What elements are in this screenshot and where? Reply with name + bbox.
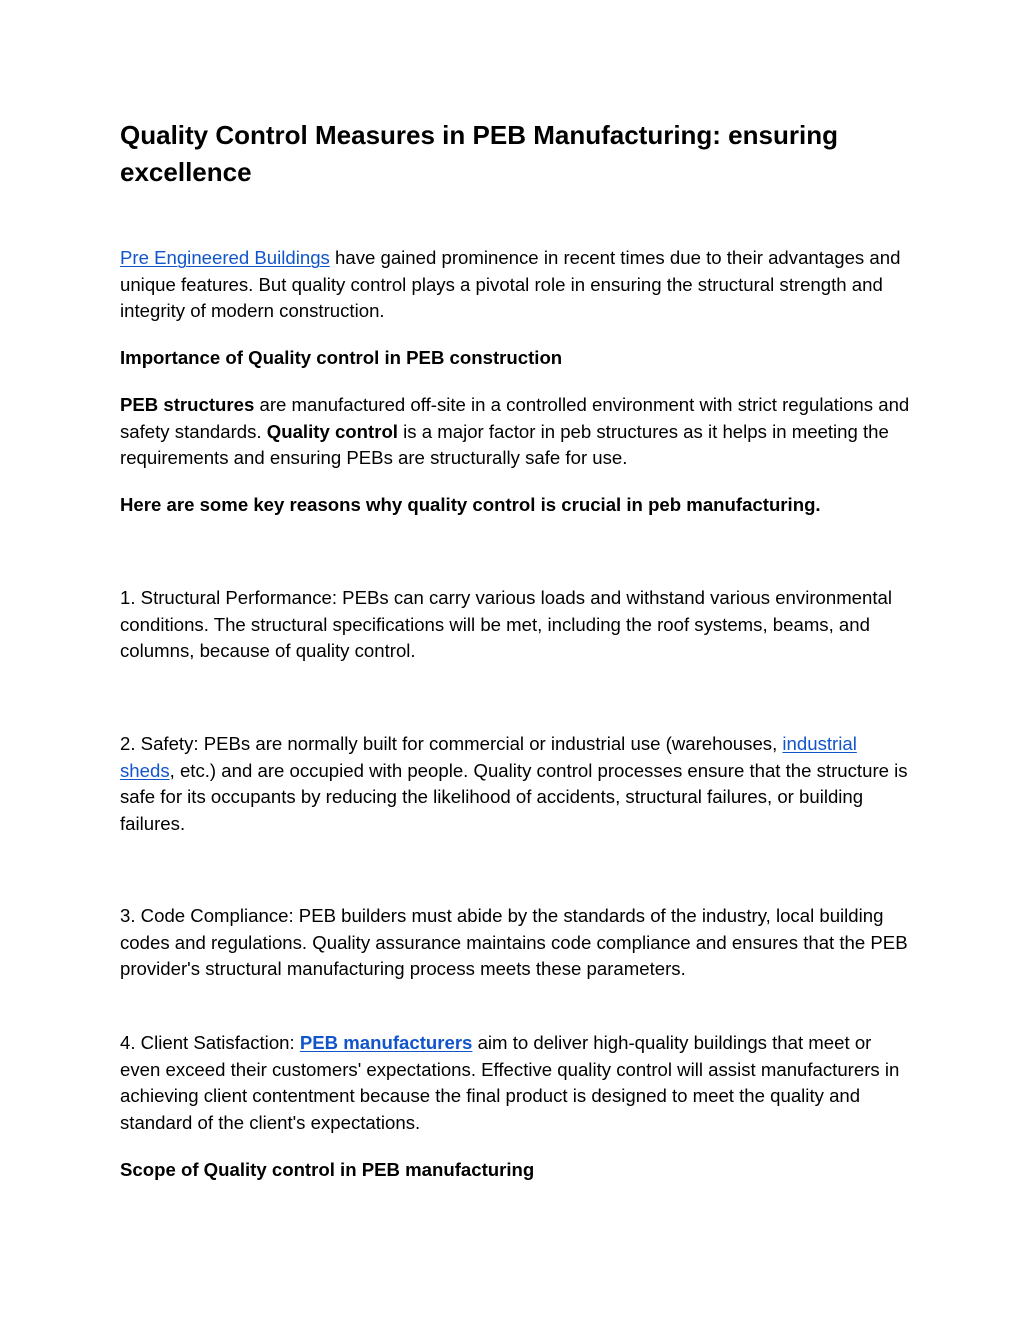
industrial-sheds-link[interactable]: industrial sheds <box>120 733 857 781</box>
heading-importance: Importance of Quality control in PEB construction <box>120 347 563 368</box>
client-satisfaction-text-2: aim to deliver high-quality buildings that meet or even exceed their customers' expectations. Effective quality control will assist manufacturers in achieving client contentment because the final product is designed to meet the quality and standard of the client's expectations. <box>120 1032 900 1134</box>
peb-structures-paragraph <box>120 392 910 472</box>
heading-key-reasons: Here are some key reasons why quality control is crucial in peb manufacturing. <box>120 494 821 515</box>
intro-text: have gained prominence in recent times due to their advantages and unique features. But quality control plays a pivotal role in ensuring the structural strength and integrity of modern construction. <box>120 247 901 322</box>
intro-paragraph <box>120 245 910 325</box>
safety-text-2: , etc.) and are occupied with people. Quality control processes ensure that the structure is safe for its occupants by reducing the likelihood of accidents, structural failures, or building failures. <box>120 759 908 835</box>
peb-structures-text-1: are manufactured off-site in a controlled environment with strict regulations and safety standards. <box>120 394 910 442</box>
safety-text-1: 2. Safety: PEBs are normally built for commercial or industrial use (warehouses, <box>120 733 783 754</box>
heading-scope: Scope of Quality control in PEB manufacturing <box>120 1159 535 1180</box>
peb-structures-text-2: is a major factor in peb structures as it helps in meeting the requirements and ensuring PEBs are structurally safe for use. <box>120 420 889 469</box>
peb-structures-bold: PEB structures <box>120 394 255 415</box>
client-satisfaction-text-1: 4. Client Satisfaction: <box>120 1032 300 1053</box>
list-item-safety <box>120 731 910 838</box>
list-item-structural-performance: 1. Structural Performance: PEBs can carry various loads and withstand various environmental conditions. The structural specifications will be met, including the roof systems, beams, and columns, because of quality control. <box>120 587 893 662</box>
pre-engineered-buildings-link[interactable]: Pre Engineered Buildings <box>120 247 330 268</box>
list-item-client-satisfaction <box>120 1030 910 1137</box>
list-item-code-compliance: 3. Code Compliance: PEB builders must abide by the standards of the industry, local building codes and regulations. Quality assurance maintains code compliance and ensures that the PEB provider's structural manufacturing process meets these parameters. <box>120 905 908 980</box>
quality-control-bold: Quality control <box>266 420 398 442</box>
peb-manufacturers-link[interactable]: PEB manufacturers <box>299 1032 473 1053</box>
document-title: Quality Control Measures in PEB Manufacturing: ensuring excellence <box>120 120 838 187</box>
